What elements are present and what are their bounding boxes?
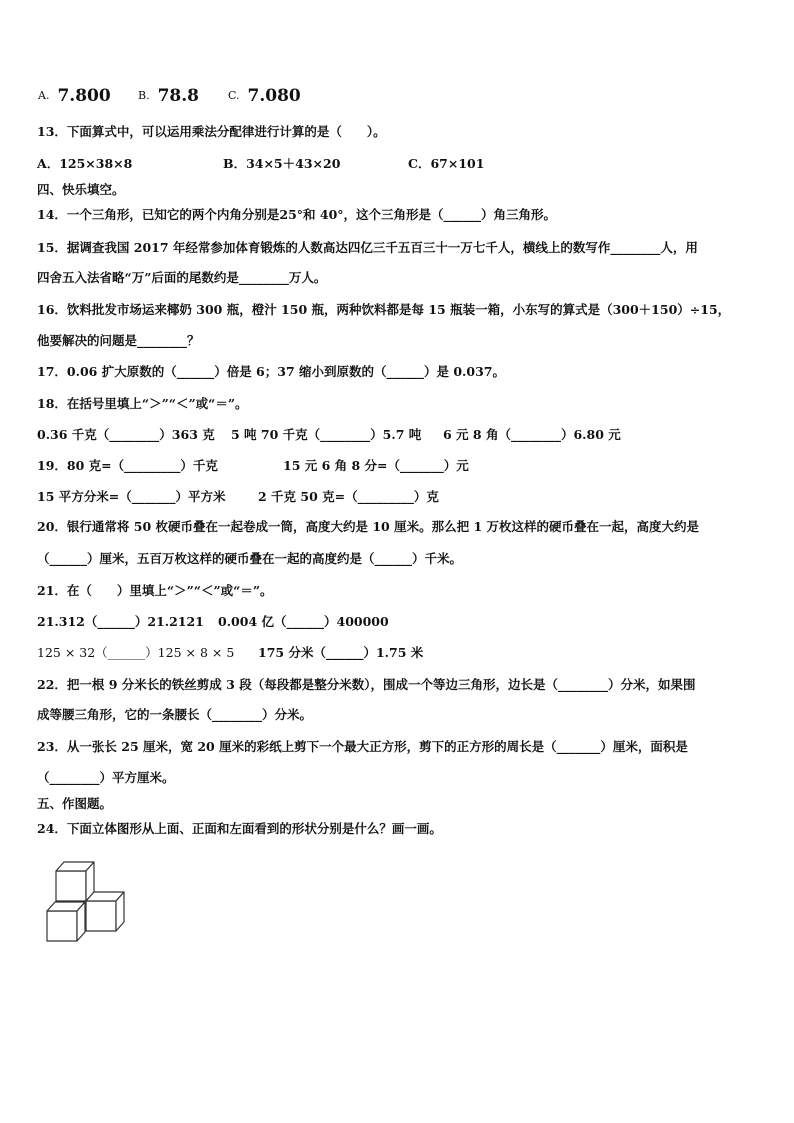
q18-item-1: 0.36 千克（________）363 克 — [37, 427, 215, 442]
q19-item-2: 15 元 6 角 8 分=（_______）元 — [283, 458, 469, 473]
option-a-value: 7.800 — [57, 86, 111, 106]
q18-stem: 18．在括号里填上“＞”“＜”或“＝”。 — [37, 396, 248, 411]
q20-line1: 20．银行通常将 50 枚硬币叠在一起卷成一筒，高度大约是 10 厘米。那么把 1 万枚这样的硬币叠在一起，高度大约是 — [37, 519, 699, 534]
option-c-value: 7.080 — [247, 86, 301, 106]
q22-line2: 成等腰三角形，它的一条腰长（________）分米。 — [37, 707, 313, 722]
cube-top — [56, 862, 94, 901]
q13-option-a: A．125×38×8 — [37, 156, 133, 171]
q15-line1: 15．据调查我国 2017 年经常参加体育锻炼的人数高达四亿三千五百三十一万七千人，横线上的数写作________人，用 — [37, 240, 698, 255]
q13-stem: 13．下面算式中，可以运用乘法分配律进行计算的是（ ）。 — [37, 124, 386, 139]
q19-item-1: 19．80 克=（_________）千克 — [37, 458, 218, 473]
q21-item-1: 21.312（______）21.2121 — [37, 614, 204, 629]
section-4-heading: 四、快乐填空。 — [37, 182, 125, 197]
cube-front-left — [47, 902, 85, 941]
q22-line1: 22．把一根 9 分米长的铁丝剪成 3 段（每段都是整分米数），围成一个等边三角形，边长是（________）分米，如果围 — [37, 677, 696, 692]
q19-item-3: 15 平方分米=（_______）平方米 — [37, 489, 226, 504]
option-b-value: 78.8 — [157, 86, 199, 106]
q15-line2: 四舍五入法省略“万”后面的尾数约是________万人。 — [37, 270, 327, 285]
q21-item-2: 0.004 亿（______）400000 — [218, 614, 389, 629]
option-a — [38, 86, 111, 106]
q23-line2: （________）平方厘米。 — [37, 770, 175, 785]
option-c — [228, 86, 301, 106]
q19-item-4: 2 千克 50 克=（_________）克 — [258, 489, 439, 504]
q20-line2: （______）厘米，五百万枚这样的硬币叠在一起的高度约是（______）千米。 — [37, 551, 463, 566]
q16-line1: 16．饮料批发市场运来椰奶 300 瓶，橙汁 150 瓶，两种饮料都是每 15 瓶装一箱，小东写的算式是（300＋150）÷15， — [37, 302, 731, 317]
cube-right — [86, 892, 124, 931]
q23-line1: 23．从一张长 25 厘米，宽 20 厘米的彩纸上剪下一个最大正方形，剪下的正方形的周长是（_______）厘米，面积是 — [37, 739, 688, 754]
q24: 24．下面立体图形从上面、正面和左面看到的形状分别是什么？画一画。 — [37, 821, 442, 836]
option-a-label: A. — [38, 89, 50, 102]
q18-item-2: 5 吨 70 千克（________）5.7 吨 — [231, 427, 422, 442]
q16-line2: 他要解决的问题是________？ — [37, 333, 200, 348]
option-c-label: C. — [228, 89, 240, 102]
q13-option-b: B．34×5＋43×20 — [223, 156, 341, 171]
q14: 14．一个三角形，已知它的两个内角分别是25°和 40°，这个三角形是（______）角三角形。 — [37, 207, 557, 222]
option-b — [138, 86, 199, 106]
q21-item-3: 125 × 32（______）125 × 8 × 5 — [37, 645, 235, 660]
q18-item-3: 6 元 8 角（________）6.80 元 — [443, 427, 621, 442]
section-5-heading: 五、作图题。 — [37, 796, 113, 811]
q21-item-4: 175 分米（______）1.75 米 — [258, 645, 424, 660]
q21-stem: 21．在（ ）里填上“＞”“＜”或“＝”。 — [37, 583, 273, 598]
option-b-label: B. — [138, 89, 150, 102]
cube-stack-figure — [44, 853, 136, 943]
q17: 17．0.06 扩大原数的（______）倍是 6；37 缩小到原数的（______）是 0.037。 — [37, 364, 505, 379]
q13-option-c: C．67×101 — [408, 156, 485, 171]
